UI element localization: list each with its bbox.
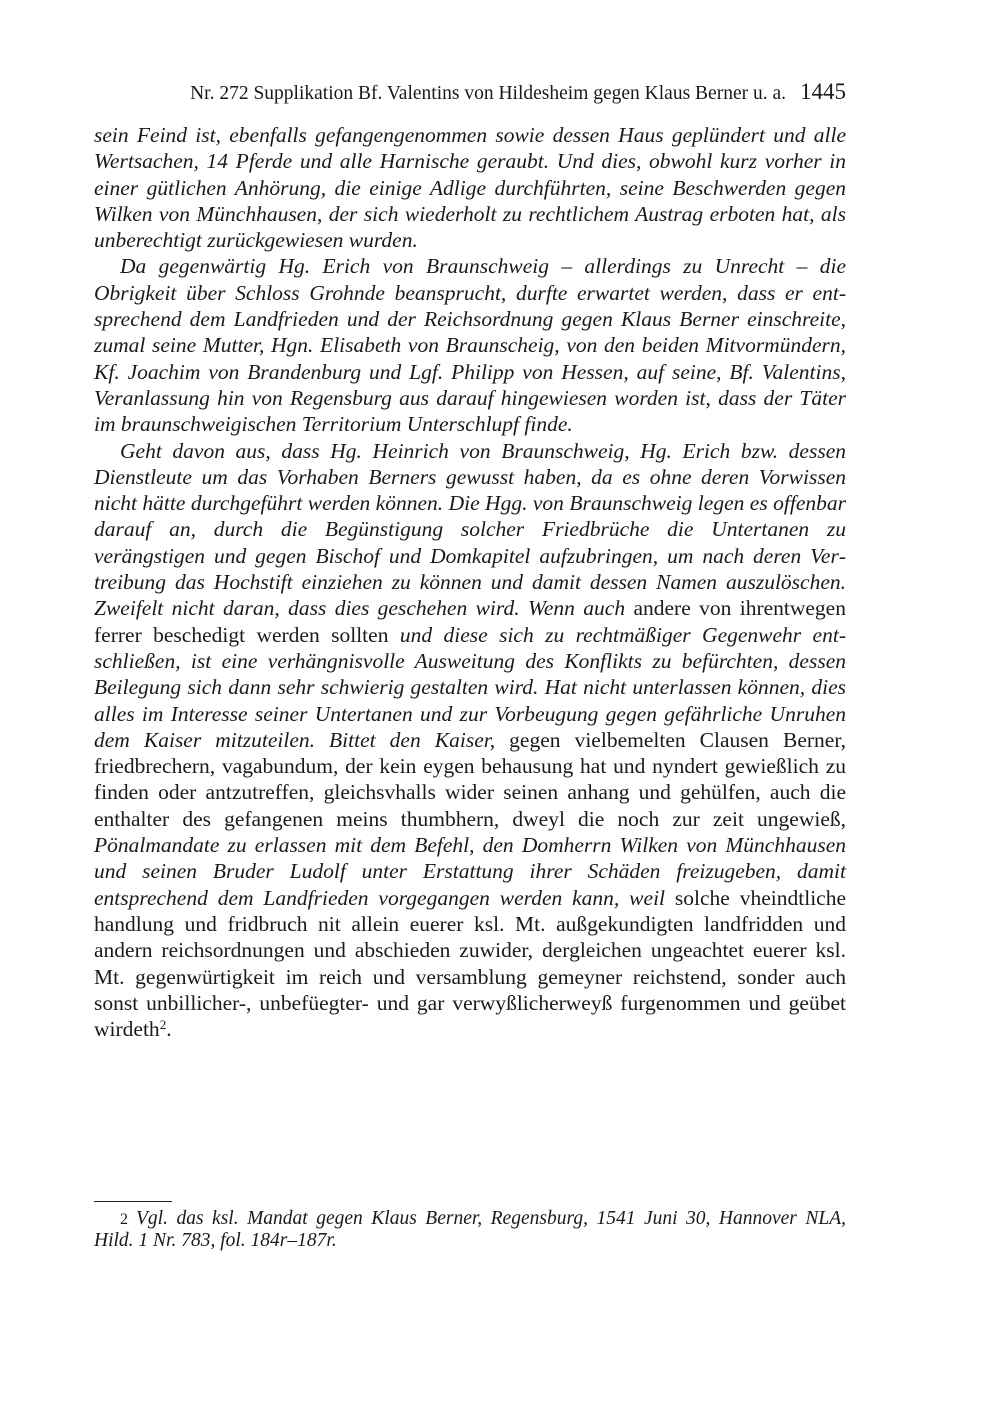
running-title: Nr. 272 Supplikation Bf. Valentins von Hildesheim gegen Klaus Berner u. a. xyxy=(190,83,786,104)
footnote-2 xyxy=(94,1208,846,1251)
paragraph-3 xyxy=(94,438,846,1043)
footnote-mark: 2 xyxy=(120,1211,128,1228)
paragraph-2: Da gegenwärtig Hg. Erich von Braunschweig – allerdings zu Unrecht – die Obrigkeit über Schloss Grohnde beansprucht, durfte erwartet werden, dass er entsprechend dem Landfrieden und der Reichsordnung gegen Klaus Berner einschreite, zumal seine Mutter, Hgn. Elisabeth von Braunscheig, von den beiden Mitvormündern, Kf. Joachim von Brandenburg und Lgf. Philipp von Hessen, auf seine, Bf. Valentins, Veranlassung hin von Regensburg aus darauf hingewiesen worden ist, dass der Täter im braunschweigischen Territorium Unterschlupf finde. xyxy=(94,254,846,437)
regest-text-2: und diese sich zu rechtmäßiger Gegenwehr entschließen, ist eine verhängnisvolle Ausweitung des Konflikts zu befürchten, dessen Beilegung sich dann sehr schwierig gestalten wird. Hat nicht unterlassen können, dies alles im Interesse seiner Untertanen und zur Vorbeugung gegen gefährliche Unruhen dem Kaiser mitzuteilen. Bittet den Kaiser, xyxy=(94,622,846,752)
paragraph-1: sein Feind ist, ebenfalls gefangengenommen sowie dessen Haus geplündert und alle Wertsachen, 14 Pferde und alle Harnische geraubt. Und dies, obwohl kurz vorher in einer gütlichen Anhörung, die einige Adlige durchführten, seine Beschwerden gegen Wilken von Münchhausen, der sich wiederholt zu rechtlichem Austrag erboten hat, als unberechtigt zurückgewiesen wurden. xyxy=(94,123,846,253)
footnote-reference[interactable]: 2 xyxy=(159,1017,167,1033)
page-number: 1445 xyxy=(800,79,846,104)
footnote-text: Vgl. das ksl. Mandat gegen Klaus Berner, Regensburg, 1541 Juni 30, Hannover NLA, Hild. 1 Nr. 783, fol. 184r–187r. xyxy=(94,1208,846,1251)
sentence-end: . xyxy=(166,1017,172,1042)
running-head xyxy=(94,78,846,108)
quoted-text-3: solche vheindtliche handlung und fridbruch nit allein euerer ksl. Mt. außgekundigten landfridden und andern reichsordnungen und abschieden zuwider, dergleichen ungeachtet euerer ksl. Mt. gegenwürtigkeit im reich und versamblung gemeyner reichstend, sonder auch sonst unbillicher-, unbefüegter- und gar verwyßlicherweyß furgenommen und geübet wirdeth xyxy=(94,885,847,1042)
main-text xyxy=(94,122,846,1042)
regest-text-1: Geht davon aus, dass Hg. Heinrich von Braunschweig, Hg. Erich bzw. dessen Dienstleute um das Vorhaben Berners gewusst haben, da es ohne deren Vorwissen nicht hätte durchgeführt werden können. Die Hgg. von Braunschweig legen es offenbar darauf an, durch die Begünstigung solcher Friedbrüche die Untertanen zu verängstigen und gegen Bischof und Domkapitel aufzubringen, um nach deren Vertreibung das Hochstift einziehen zu können und damit dessen Namen auszulöschen. Zweifelt nicht daran, dass dies geschehen wird. Wenn auch xyxy=(94,438,846,621)
footnote-divider xyxy=(94,1201,172,1202)
quoted-text-1: andere von ihrentwegen ferrer beschedigt werden sollten xyxy=(94,596,846,647)
regest-text-3: Pönalmandate zu erlassen mit dem Befehl, den Domherrn Wilken von Münchhausen und seinen Bruder Ludolf unter Erstattung ihrer Schäden freizugeben, damit entsprechend dem Landfrieden vorgegangen werden kann, weil xyxy=(94,833,846,910)
quoted-text-2: gegen vielbemelten Clausen Berner, friedbrechern, vagabundum, der kein eygen behausung hat und nyndert gewießlich zu finden oder antzutreffen, gleichsvhalls wider seinen anhang und gehülfen, auch die enthalter des gefangenen meins thumbhern, dweyl die noch zur zeit ungewieß, xyxy=(94,727,847,831)
